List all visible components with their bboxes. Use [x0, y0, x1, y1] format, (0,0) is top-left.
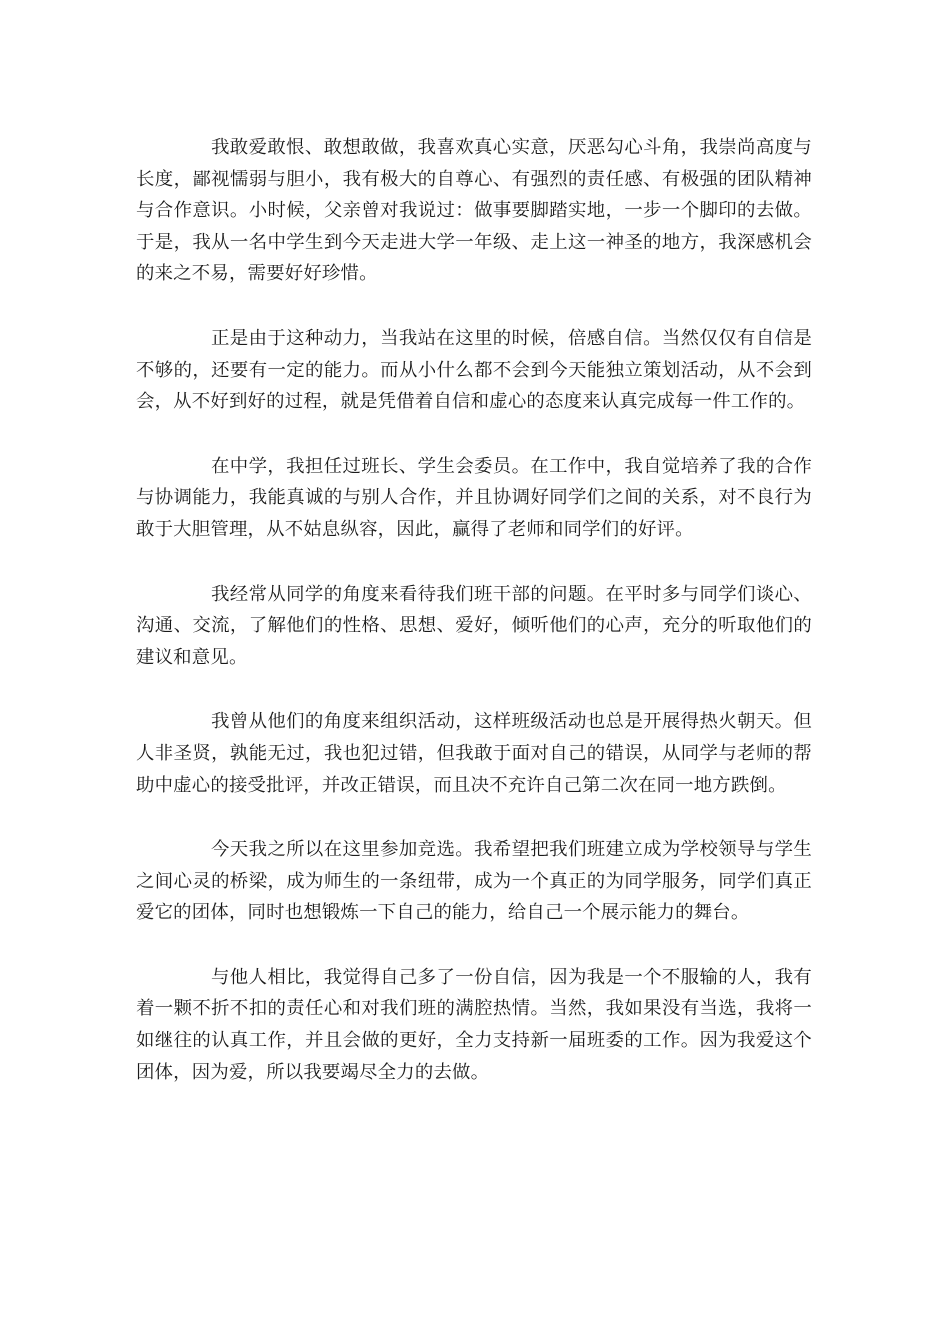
paragraph-1: 我敢爱敢恨、敢想敢做，我喜欢真心实意，厌恶勾心斗角，我崇尚高度与长度，鄙视懦弱与胆小，我有极大的自尊心、有强烈的责任感、有极强的团队精神与合作意识。小时候，父亲曾对我说过：做事要脚踏实地，一步一个脚印的去做。于是，我从一名中学生到今天走进大学一年级、走上这一神圣的地方，我深感机会的来之不易，需要好好珍惜。: [136, 137, 812, 285]
paragraph-2: 正是由于这种动力，当我站在这里的时候，倍感自信。当然仅仅有自信是不够的，还要有一定的能力。而从小什么都不会到今天能独立策划活动，从不会到会，从不好到好的过程，就是凭借着自信和虚心的态度来认真完成每一件工作的。: [136, 327, 812, 413]
paragraph-3: 在中学，我担任过班长、学生会委员。在工作中，我自觉培养了我的合作与协调能力，我能真诚的与别人合作，并且协调好同学们之间的关系，对不良行为敢于大胆管理，从不姑息纵容，因此，赢得了老师和同学们的好评。: [136, 455, 812, 540]
paragraph-5: 我曾从他们的角度来组织活动，这样班级活动也总是开展得热火朝天。但人非圣贤，孰能无过，我也犯过错，但我敢于面对自己的错误，从同学与老师的帮助中虚心的接受批评，并改正错误，而且决不充许自己第二次在同一地方跌倒。: [136, 711, 812, 796]
paragraph-6: 今天我之所以在这里参加竞选。我希望把我们班建立成为学校领导与学生之间心灵的桥梁，成为师生的一条纽带，成为一个真正的为同学服务，同学们真正爱它的团体，同时也想锻炼一下自己的能力，给自己一个展示能力的舞台。: [136, 839, 812, 924]
paragraph-7: 与他人相比，我觉得自己多了一份自信，因为我是一个不服输的人，我有着一颗不折不扣的责任心和对我们班的满腔热情。当然，我如果没有当选，我将一如继往的认真工作，并且会做的更好，全力支持新一届班委的工作。因为我爱这个团体，因为爱，所以我要竭尽全力的去做。: [136, 966, 812, 1083]
paragraph-4: 我经常从同学的角度来看待我们班干部的问题。在平时多与同学们谈心、沟通、交流，了解他们的性格、思想、爱好，倾听他们的心声，充分的听取他们的建议和意见。: [136, 583, 812, 668]
document-body: [136, 132, 812, 1121]
